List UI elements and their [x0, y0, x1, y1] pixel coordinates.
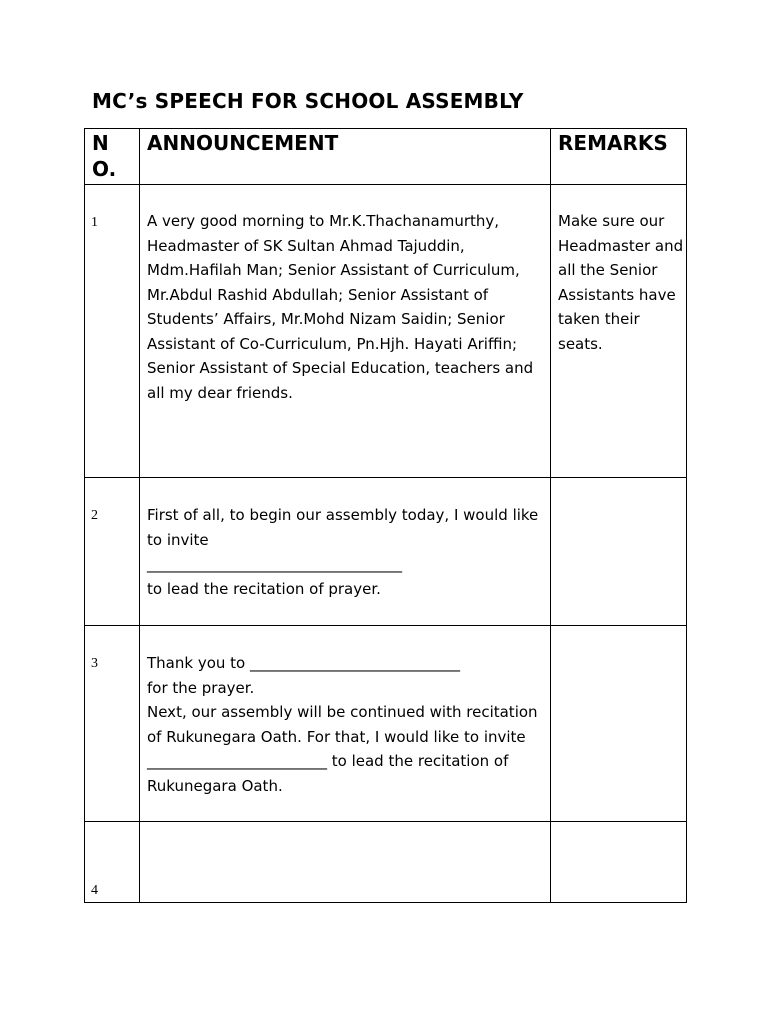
remarks-cell: [551, 478, 687, 626]
announcement-cell: [140, 478, 551, 626]
table-row: [85, 478, 687, 626]
remarks-cell: [551, 185, 687, 478]
row-number-cell: [85, 185, 140, 478]
speech-table: [84, 128, 687, 903]
row-number: 4: [91, 883, 98, 898]
announcement-cell: [140, 185, 551, 478]
header-remarks-label: REMARKS: [558, 131, 668, 155]
row-number: 1: [91, 215, 98, 230]
table-row: [85, 626, 687, 822]
header-announcement-label: ANNOUNCEMENT: [147, 131, 339, 155]
remarks-cell: [551, 626, 687, 822]
table-row: [85, 185, 687, 478]
remarks-cell: [551, 822, 687, 903]
remarks-text: [551, 478, 686, 502]
row-number: 2: [91, 508, 98, 523]
table-row: [85, 822, 687, 903]
remarks-text: Make sure our Headmaster and all the Senior Assistants have taken their seats.: [558, 212, 684, 353]
remarks-text: [551, 626, 686, 650]
header-no-label: NO.: [92, 131, 117, 181]
row-number: 3: [91, 656, 98, 671]
document-title: MC’s SPEECH FOR SCHOOL ASSEMBLY: [92, 89, 524, 113]
announcement-cell: [140, 626, 551, 822]
announcement-text: Thank you to ____________________________ for the prayer. Next, our assembly will be continued with recitation of Rukunegara Oath. For that, I would like to invite ________________________ to lead the recitation of Rukunegara Oath.: [147, 654, 538, 795]
table-header-row: [85, 129, 687, 185]
announcement-text: [140, 822, 550, 846]
row-number-cell: [85, 626, 140, 822]
announcement-text: A very good morning to Mr.K.Thachanamurthy, Headmaster of SK Sultan Ahmad Tajuddin, Mdm.Hafilah Man; Senior Assistant of Curriculum, Mr.Abdul Rashid Abdullah; Senior Assistant of Students’ Affairs, Mr.Mohd Nizam Saidin; Senior Assistant of Co-Curriculum, Pn.Hjh. Hayati Ariffin; Senior Assistant of Special Education, teachers and all my dear friends.: [147, 212, 534, 402]
header-no: [85, 129, 140, 185]
row-number-cell: [85, 478, 140, 626]
header-remarks: [551, 129, 687, 185]
announcement-text: First of all, to begin our assembly today, I would like to invite __________________________________ to lead the recitation of prayer.: [147, 506, 539, 598]
announcement-cell: [140, 822, 551, 903]
row-number-cell: [85, 822, 140, 903]
header-announcement: [140, 129, 551, 185]
remarks-text: [551, 822, 686, 846]
